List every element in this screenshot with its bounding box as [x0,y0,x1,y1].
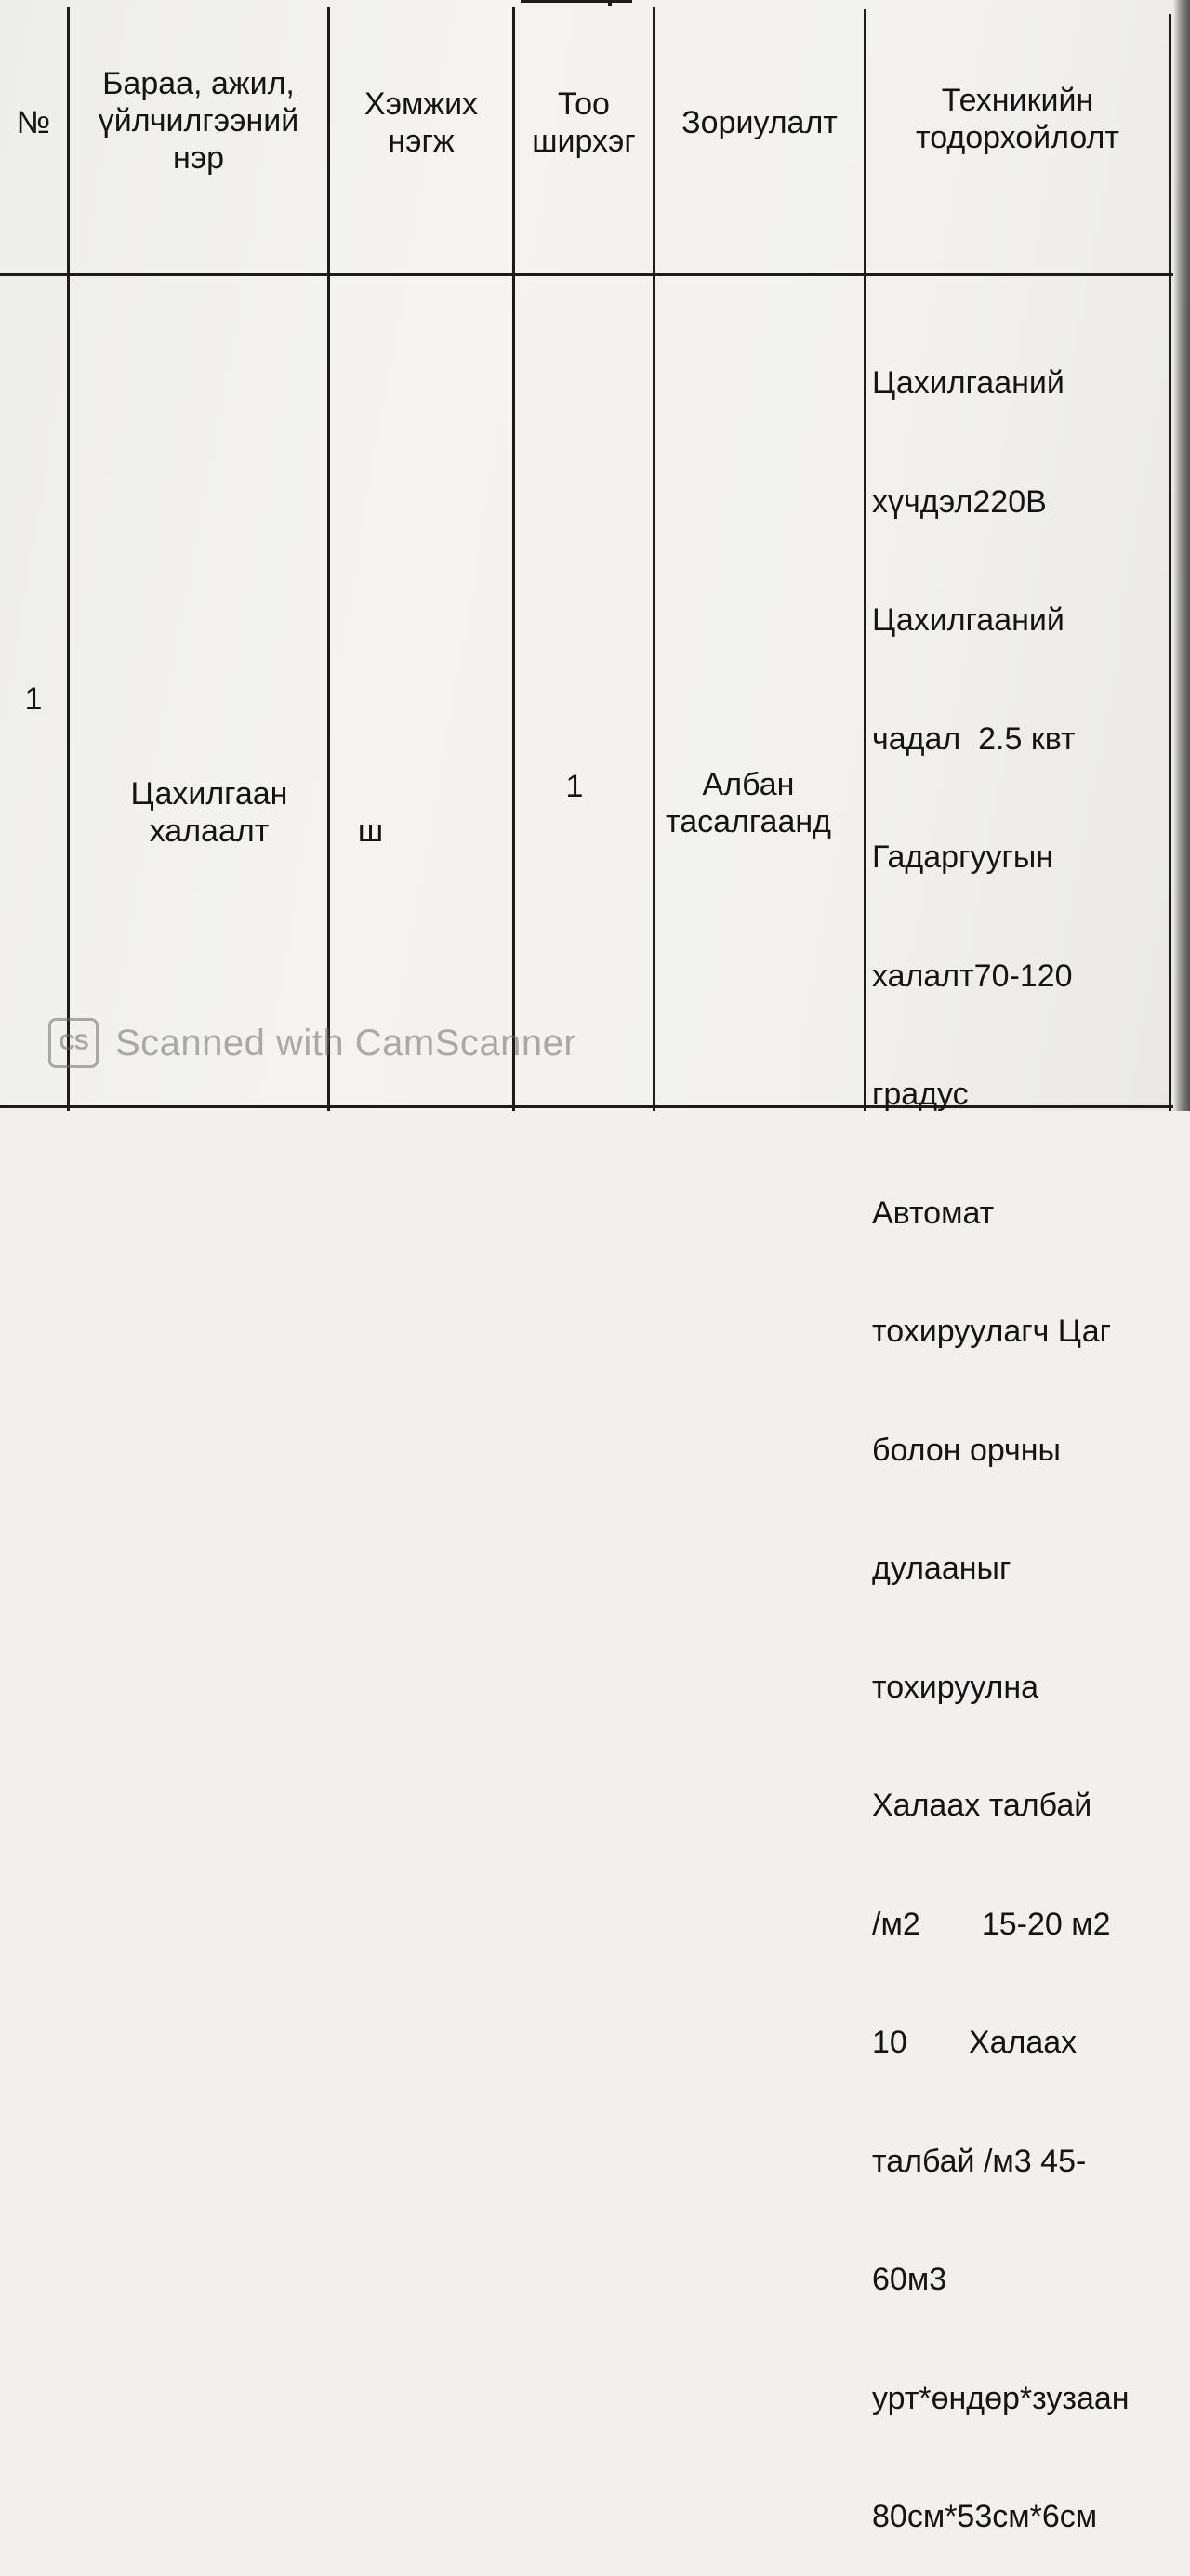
top-border-tick [608,0,612,6]
column-divider-4 [653,7,655,1111]
column-divider-5 [864,9,866,1111]
spec-line: 10 Халаах [872,2025,1078,2060]
row-purpose: Албан тасалгаанд [666,767,831,839]
row-item-name: Цахилгаан халаалт [130,776,288,849]
spec-line: 60м3 [872,2262,947,2297]
spec-line: /м2 15-20 м2 [872,1906,1111,1942]
header-item-name: Бараа, ажил, үйлчилгээний нэр [98,66,299,176]
page-edge-shadow [1173,0,1190,1111]
column-divider-6 [1169,14,1171,1111]
row-quantity: 1 [565,769,584,804]
watermark-text: Scanned with CamScanner [115,1022,577,1063]
row-unit: ш [357,812,384,849]
spec-line: Цахилгааний [872,602,1064,638]
camscanner-logo-icon: CS [48,1018,99,1068]
spec-line: хүчдэл220В [872,483,1047,520]
column-divider-2 [327,7,330,1111]
column-divider-3 [512,7,515,1111]
spec-line: тохируулна [872,1669,1039,1705]
spec-line: Халаах талбай [872,1788,1092,1823]
spec-line: болон орчны [872,1432,1061,1468]
header-purpose: Зориулалт [681,105,838,140]
spec-line: халалт70-120 [872,958,1073,994]
spec-line: урт*өндөр*зузаан [872,2380,1130,2416]
spec-line: Цахилгааний [872,365,1064,401]
top-border-fragment [521,0,632,7]
camscanner-watermark [48,1015,576,1071]
spec-line: дулааныг [872,1551,1012,1586]
spec-line: градус [872,1077,969,1112]
header-quantity: Тоо ширхэг [532,86,636,159]
header-technical-spec: Техникийн тодорхойлолт [916,83,1119,155]
row-technical-spec [872,284,1130,2576]
spec-line: талбай /м3 45- [872,2143,1087,2179]
spec-line: тохируулагч Цаг [872,1314,1112,1349]
row-number: 1 [24,681,43,717]
header-row-divider [0,273,1173,276]
header-number: № [16,105,51,140]
spec-line: чадал 2.5 квт [872,720,1076,757]
header-unit: Хэмжих нэгж [364,86,479,159]
spec-line: Автомат [872,1195,995,1231]
spec-line: Гадаргуугын [872,839,1054,875]
spec-line: 80см*53см*6см [872,2499,1098,2534]
